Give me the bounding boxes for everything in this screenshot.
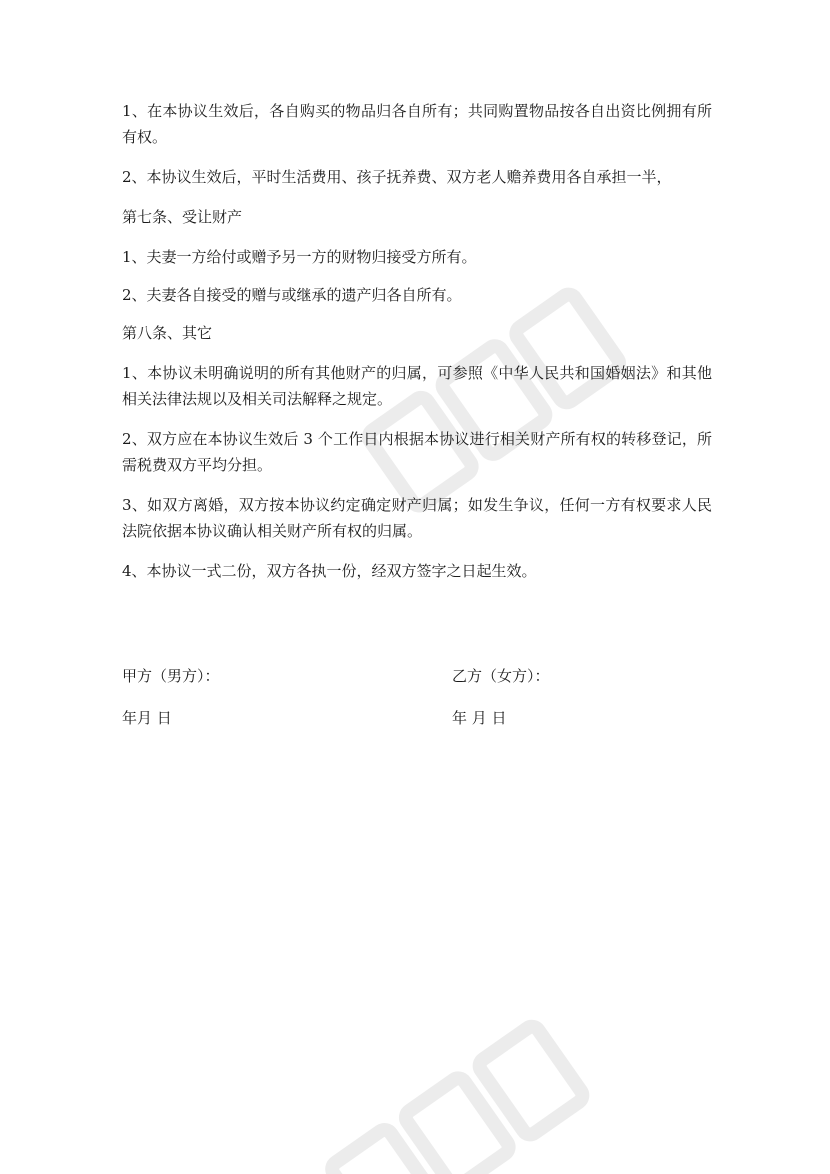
signature-date-row (122, 705, 722, 731)
article-7-item: 1、夫妻一方给付或赠予另一方的财物归接受方所有。 (122, 248, 477, 266)
article-8-heading: 第八条、其它 (122, 324, 213, 342)
party-b-date: 年 月 日 (452, 709, 507, 727)
party-b-label: 乙方（女方）： (452, 667, 550, 685)
document-body (122, 98, 712, 598)
clause-paragraph: 2、本协议生效后，平时生活费用、孩子抚养费、双方老人赡养费用各自承担一半， (122, 168, 672, 186)
article-8-item: 3、如双方离婚，双方按本协议约定确定财产归属；如发生争议，任何一方有权要求人民法院依据本协议确认相关财产所有权的归属。 (122, 496, 712, 540)
article-7-item: 2、夫妻各自接受的赠与或继承的遗产归各自所有。 (122, 286, 462, 304)
article-8-item: 1、本协议未明确说明的所有其他财产的归属，可参照《中华人民共和国婚姻法》和其他相关法律法规以及相关司法解释之规定。 (122, 364, 712, 408)
signature-block (122, 663, 722, 747)
article-8-item: 2、双方应在本协议生效后 3 个工作日内根据本协议进行相关财产所有权的转移登记，所需税费双方平均分担。 (122, 430, 712, 474)
clause-paragraph: 1、在本协议生效后，各自购买的物品归各自所有；共同购置物品按各自出资比例拥有所有权。 (122, 102, 712, 146)
signature-label-row (122, 663, 722, 689)
article-7-heading: 第七条、受让财产 (122, 208, 243, 226)
party-a-date: 年月 日 (122, 709, 172, 727)
party-a-label: 甲方（男方）： (122, 667, 220, 685)
article-8-item: 4、本协议一式二份，双方各执一份，经双方签字之日起生效。 (122, 562, 537, 580)
